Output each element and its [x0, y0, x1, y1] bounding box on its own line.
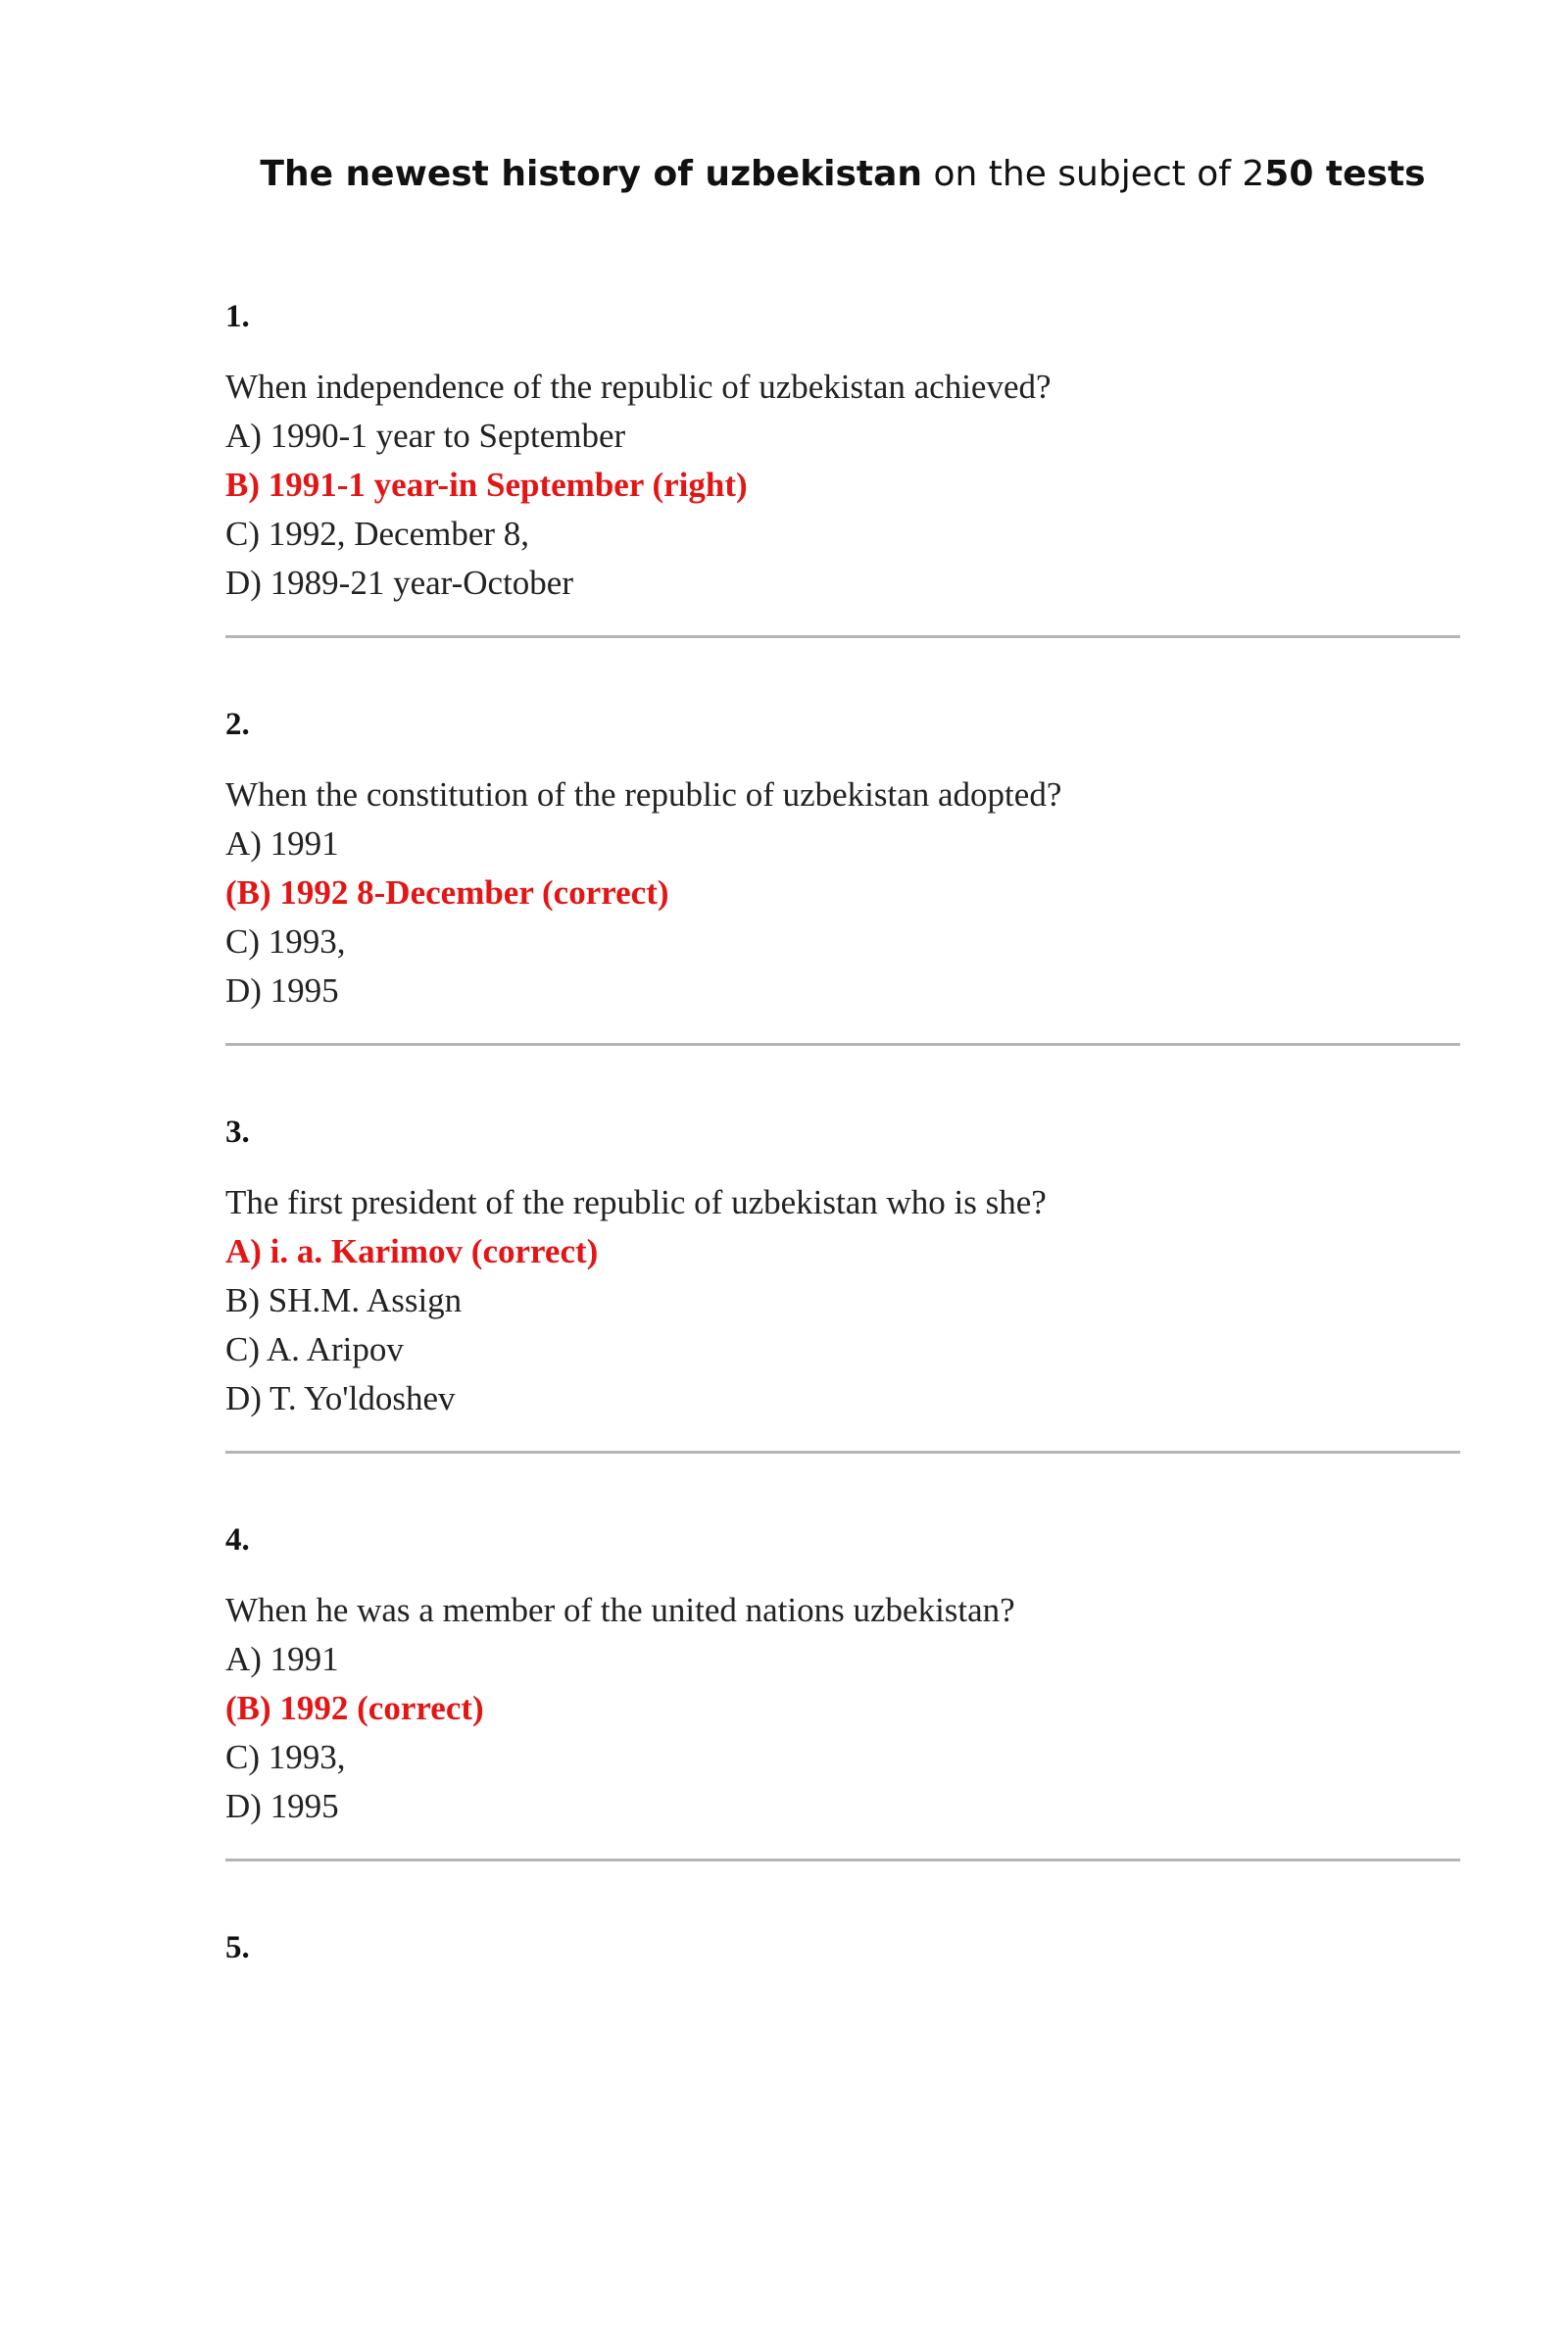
- question-number: 5.: [225, 1930, 250, 1965]
- question-block: [225, 1923, 1460, 2331]
- question-number: 1.: [225, 299, 250, 334]
- question-text: When the constitution of the republic of uzbekistan adopted?: [225, 775, 1062, 814]
- question-text: When independence of the republic of uzbekistan achieved?: [225, 368, 1052, 406]
- answer-option: C) 1992, December 8,: [225, 515, 530, 553]
- question-number: 3.: [225, 1115, 250, 1150]
- answer-option: D) T. Yo'ldoshev: [225, 1379, 456, 1417]
- answer-option: C) 1993,: [225, 1738, 346, 1776]
- answer-option: B) SH.M. Assign: [225, 1281, 463, 1319]
- title-bold-count: 50 tests: [1264, 154, 1426, 194]
- title-bold-part: The newest history of uzbekistan: [260, 154, 923, 194]
- correct-answer-option: (B) 1992 (correct): [225, 1689, 484, 1727]
- question-number: 4.: [225, 1522, 250, 1558]
- answer-option: D) 1995: [225, 971, 339, 1010]
- answer-option: A) 1991: [225, 1640, 339, 1678]
- answer-option: D) 1995: [225, 1787, 339, 1825]
- correct-answer-option: A) i. a. Karimov (correct): [225, 1232, 599, 1270]
- page-title: [0, 152, 1568, 197]
- answer-option: A) 1990-1 year to September: [225, 417, 626, 455]
- answer-option: C) 1993,: [225, 922, 346, 961]
- answer-option: A) 1991: [225, 824, 339, 863]
- answer-option: D) 1989-21 year-October: [225, 564, 573, 602]
- question-block: [225, 1515, 1460, 1923]
- correct-answer-option: (B) 1992 8-December (correct): [225, 873, 669, 912]
- question-text: The first president of the republic of uzbekistan who is she?: [225, 1183, 1047, 1221]
- question-divider: [225, 1859, 1460, 1861]
- question-number: 2.: [225, 707, 250, 742]
- question-text: When he was a member of the united nations uzbekistan?: [225, 1591, 1015, 1629]
- answer-option: C) A. Aripov: [225, 1330, 404, 1368]
- question-block: [225, 292, 1460, 700]
- question-divider: [225, 1451, 1460, 1454]
- question-block: [225, 700, 1460, 1108]
- question-block: [225, 1108, 1460, 1515]
- question-divider: [225, 1043, 1460, 1046]
- title-plain-part: on the subject of 2: [922, 154, 1265, 194]
- question-divider: [225, 635, 1460, 638]
- correct-answer-option: B) 1991-1 year-in September (right): [225, 466, 748, 504]
- questions-list: [225, 292, 1460, 2331]
